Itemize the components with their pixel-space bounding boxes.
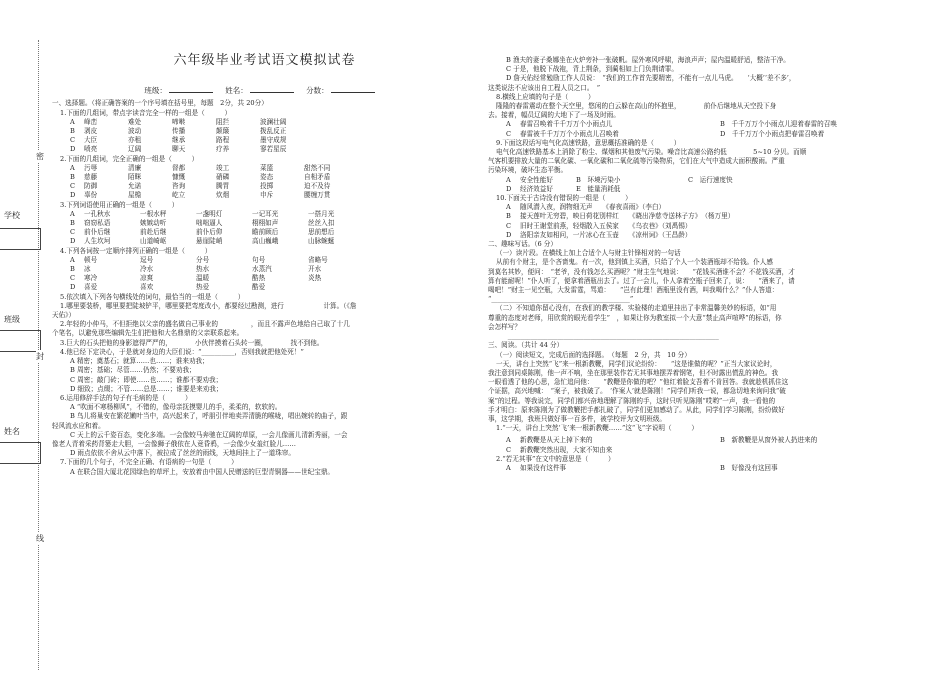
option-text: B 新教鞭是从窗外被人扔进来的 (720, 436, 818, 445)
option-key: B (70, 265, 75, 274)
option-key: D (506, 184, 512, 193)
name-label-top: 姓名： (225, 86, 248, 96)
option-text: 菜篮 (260, 163, 274, 172)
option-text: 瞻前顾后 (252, 228, 279, 237)
option-text: 经济效益好 (520, 184, 553, 193)
option-text: 随风潜入夜，润物细无声 《春夜喜雨》（李白） (520, 203, 666, 212)
text-line: 2.年轻的小仲马，不但拒绝以父亲的盛名做自己事业的 ，而且不露声色地给自己取了十几 (60, 320, 350, 329)
option-key: A (506, 463, 511, 472)
class-label: 班级 (4, 315, 20, 324)
text-line: 2.下面的几组词，完全正确的一组是（ ） (60, 154, 199, 163)
option-text: 峰峦 (84, 117, 98, 126)
option-key: A (70, 117, 75, 126)
option-key: C (506, 221, 512, 230)
option-row (52, 191, 477, 200)
option-text: 督都 (172, 163, 186, 172)
text-line: 电气化高速铁路基本上消除了粉尘、煤烟和其他废气污染。噪音比高速公路约低 5~10 分贝。而顺 (496, 148, 807, 157)
option-text: 如果没有这件事 (520, 463, 567, 472)
option-key: B (506, 212, 511, 221)
option-text (632, 176, 688, 185)
option-text: 喷亮 (84, 145, 98, 154)
option-text: 姿态 (260, 173, 274, 182)
option-text: 腰缠万贯 (304, 191, 331, 200)
text-line: 这类说法不应该出自工程人员之口。 ” (488, 83, 601, 92)
option-key: D (70, 283, 76, 292)
text-line: 一眼看透了他的心思，急忙追问他： “教鞭是你做的吧？”他红着脸支吾着不肯回答。我就趁机抓住这 (488, 378, 789, 387)
text-line: 2.“若无其事”在文中的意思是（ ） (496, 454, 615, 463)
option-row (488, 222, 928, 231)
text-line: C 于是，他脱下战袍，背上荆条，到蔺相如上门负荆请罪。 (506, 65, 678, 74)
option-text: 山道崎岖 (140, 237, 167, 246)
text-line: 从前有个财主，是个吝啬鬼。有一次，他到镇上买酒，只给了个人一个装酒瓶却不给钱。仆人感 (496, 258, 773, 267)
option-text: 前赴后继 (140, 228, 167, 237)
option-text: 继承 (172, 136, 186, 145)
option-key: C (70, 182, 76, 191)
option-key: A (70, 209, 75, 218)
seal-char-feng: 封 (36, 352, 44, 361)
text-line: “__________________________________________” (488, 295, 634, 304)
text-line: 1.“一天，讲台上突然‘飞’来一根新教鞭……”这“飞”字说明（ ） (496, 424, 698, 433)
option-text: 逗号 (140, 255, 154, 264)
option-text: 思前想后 (308, 228, 335, 237)
option-text: 人生坎坷 (84, 237, 111, 246)
option-text: 屋檐 (128, 191, 142, 200)
option-text: 自相矛盾 (304, 173, 331, 182)
option-text: 啼啭 (172, 117, 186, 126)
option-text: 一盏明灯 (196, 209, 223, 218)
option-text: D 千千万万个小雨点把春雷召唤着 (720, 129, 825, 138)
option-text: 大臣 (84, 136, 98, 145)
option-text: E 能量消耗低 (576, 184, 621, 193)
option-text: 墨守成规 (260, 136, 287, 145)
text-line: C 天上的云千姿百态，变化多端。一会像蛟马奔驰在辽阔的草原，一会儿像画儿清新秀丽，一会 (70, 430, 348, 439)
option-row (488, 436, 928, 445)
option-text: 一孔秋水 (84, 209, 111, 218)
text-line: 污染环境，破坏生态平衡。 (488, 166, 568, 175)
option-text: 炊烟 (216, 191, 230, 200)
option-text: 竣工 (216, 163, 230, 172)
option-text: 允诺 (128, 182, 142, 191)
option-text: 洛阳亲友如相问，一片冰心在玉壶 《凉州词》（王昌龄） (520, 230, 692, 239)
text-line: D 雨点依依不舍从云中落下，被拉成了丝丝的雨线，天地间挂上了一道珠帘。 (70, 449, 295, 458)
option-text: 旧时王谢堂前燕，轻烟散入五侯家 《乌衣巷》（刘禹锡） (520, 221, 692, 230)
option-text: 防御 (84, 182, 98, 191)
score-blank[interactable] (331, 85, 375, 93)
text-line: 算有能耐呢！”仆人听了，便拿着酒瓶出去了。过了一会儿，仆人拿着空瓶子回来了，说： “酒来了，请 (488, 276, 795, 285)
option-text: 一根水秤 (140, 209, 167, 218)
option-row (52, 256, 477, 265)
option-text: 清廉 (128, 163, 142, 172)
text-line: 轻风流水应和着。 (52, 421, 105, 430)
option-text: 分号 (196, 255, 210, 264)
text-line: D 詹天佑经常勉励工作人员说： “我们的工作首先要精密，不能有一点儿马虎。 ‘大概’‘差不多’， (506, 74, 796, 83)
text-line: A 精密；奠基石；就算……也……；谁来劝我； (70, 357, 209, 366)
option-row (52, 118, 477, 127)
option-text: 污辱 (84, 163, 98, 172)
text-line: 二、趣味写话。（6 分） (488, 240, 557, 249)
option-text: 开水 (308, 265, 322, 274)
left-column (52, 0, 477, 477)
text-line: B 周密；基础；尽管……仍然；不要劝我； (70, 366, 196, 375)
option-text: 聊天 (172, 145, 186, 154)
option-text: 寥若星辰 (260, 145, 287, 154)
option-text: 山脉蜿蜒 (308, 237, 335, 246)
option-text: 一搭月光 (308, 209, 335, 218)
option-key: B (70, 173, 75, 182)
option-text: 春雷召唤着千千万万个小雨点儿 (520, 120, 613, 129)
exam-title: 六年级毕业考试语文模拟试卷 (173, 53, 356, 68)
option-row (488, 176, 928, 185)
option-text: 剥皮 (84, 127, 98, 136)
option-row (52, 127, 477, 136)
option-text: 屹立 (172, 191, 186, 200)
option-row (52, 164, 477, 173)
option-row (52, 283, 477, 292)
option-text: 辽阔 (128, 145, 142, 154)
option-key: B (70, 127, 75, 136)
option-text: 迫不及待 (304, 182, 331, 191)
text-line: 天佑》） (52, 311, 76, 320)
option-key: A (70, 255, 75, 264)
school-field[interactable] (0, 228, 41, 250)
option-text: 悬崖陡峭 (196, 237, 223, 246)
text-line: 喝吧！”财主一见空瓶，大发雷霆，骂道： “岂有此理！酒瓶里没有酒，叫我喝什么？”仆人答道： (488, 286, 779, 295)
option-text: 新教鞭突然出现，大家不知由来 (520, 445, 613, 454)
student-info-line (52, 85, 477, 95)
right-column (488, 0, 928, 473)
text-line: A 在联合国大厦北花园绿色的草坪上，安放着由中国人民赠送的巨型青铜器——世纪宝鼎。 (70, 467, 335, 476)
option-text: 炎热 (308, 274, 322, 283)
option-text: 咨询 (172, 182, 186, 191)
text-line: 我注意到同桌陈刚，他一声不响，坐在那里装作若无其事地摆弄着钢笔，但不时露出慌乱的神色。我 (488, 368, 779, 377)
option-key: D (70, 237, 76, 246)
option-text: 慈藤 (84, 173, 98, 182)
text-line: 4.他已经下定决心，于是就对身边的大臣们说：“__________，否则我就把他处死！” (60, 347, 304, 356)
option-text: 甜然不同 (304, 163, 331, 172)
left-question-body (52, 99, 477, 476)
text-line: 10.下面关于古诗没有错误的一组是（ ） (496, 194, 632, 203)
text-line: 像老人青着采药背篓走大胆，一会像狮子俄依在人竟昏鸦，一会像少女羞红脸儿…… (52, 439, 296, 448)
option-text: 热爱 (196, 283, 210, 292)
option-text: 颠簸 (216, 127, 230, 136)
option-text: B 千千万万个小雨点儿迎着春雷的召唤 (720, 120, 837, 129)
option-text: 亦租 (128, 136, 142, 145)
text-line: 个笔名，以避免那些编辑先生们把他和大名鼎鼎的父亲联系起来。 (52, 329, 244, 338)
option-row (52, 219, 477, 228)
text-line: 尊重的态度对老师，用欣赏的眼光看学生” ，如果让你为教室拟一个大意“禁止高声喧哗”的标语，你 (488, 313, 782, 322)
option-text: C 运行速度快 (688, 175, 733, 184)
option-key: A (506, 120, 511, 129)
option-text: 寒冷 (84, 274, 98, 283)
option-text: 喜爱 (84, 283, 98, 292)
option-row (488, 120, 928, 129)
option-key: C (506, 129, 512, 138)
option-text: 腾胃 (216, 182, 230, 191)
option-text: 顿号 (84, 255, 98, 264)
text-line: 9.下面这段话写电气化高速铁路，意思概括准确的是（ ） (496, 138, 681, 147)
text-line: 6.运用修辞手法的句子有毛病的是（ ） (60, 393, 192, 402)
text-line: B 鸟儿将巢安在繁花嫩叶当中，高兴起来了，呼朋引伴地卖弄清脆的喉咙，唱出婉转的曲子，跟 (70, 412, 348, 421)
text-line: 事，这学期，我班只做好事一百多件，被学校评为文明班级。 (488, 414, 667, 423)
option-text: B 环境污染小 (576, 175, 621, 184)
text-line: B 渔夫的妻子桑娜坐在火炉旁补一张破帆。屋外寒风呼啸，海浪声声；屋内温暖舒适，整洁干净。 (506, 56, 790, 64)
text-line: 一天，讲台上突然“飞”来一根新教鞭，同学们议论纷纷： “这是谁做的呢？”正当大家议论时， (496, 359, 777, 368)
option-text: 咄咄逼人 (196, 219, 223, 228)
option-text: 接天莲叶无穷碧，映日荷花别样红 《晓出净慈寺送林子方》 （杨万里） (520, 212, 735, 221)
option-row (488, 212, 928, 221)
option-text: 阻拦 (216, 117, 230, 126)
option-row (52, 265, 477, 274)
option-text: 热水 (196, 265, 210, 274)
option-text: 高山巍峨 (252, 237, 279, 246)
text-line: 三、阅读。（共计 44 分） (488, 341, 564, 350)
option-text: 酷热 (252, 274, 266, 283)
option-text: 慷慨 (172, 173, 186, 182)
option-text: 难处 (128, 117, 142, 126)
text-line: （一）读片段。在横线上加上合适个人与财主针锋相对的一句话 (496, 249, 681, 258)
option-text: 陌眯 (128, 173, 142, 182)
text-line: 1.哪里要装桥，哪里要把陡坡铲平，哪里要把弯度改小，都要经过勘测，进行 计算。（《詹 (60, 301, 357, 310)
option-text: 波动 (128, 127, 142, 136)
text-line: 会怎样写？ (488, 322, 521, 331)
option-text: 前仆后仰 (196, 228, 223, 237)
text-line: A “吹面不寒杨柳风”，不错的，像母亲抚摸婴儿的手，柔柔的，软软的。 (70, 403, 282, 412)
option-row (52, 237, 477, 246)
text-line: 案”的过程。等我说完，同学们都兴奋地理解了陈刚的手，这时只听见陈刚“哎哟”一声，我一看他的 (488, 396, 776, 405)
right-question-body (488, 56, 928, 473)
text-line: D 细致；点缀；不管……总是……；谁要是来劝我； (70, 384, 223, 393)
text-line: 3.巨大的石头把他的身影遮得严严的， 小伙伴摸着石头转一圈， 找不到他。 (60, 338, 324, 347)
text-line: 5.依次填入下列各句横线处的词句，最恰当的一组是（ ） (60, 292, 245, 301)
seal-char-mi: 密 (36, 152, 44, 161)
option-key: D (70, 145, 76, 154)
option-text: B 好像没有这回事 (720, 463, 778, 472)
text-line: 一、选择题。（将正确答案的一个序号填在括号里，每题 2分，共 20分） (52, 99, 268, 108)
option-text: 安全性能好 (520, 175, 553, 184)
text-line: 4.下列各词按一定顺序排列正确的一组是（ ） (60, 246, 212, 255)
option-text: 凉爽 (140, 274, 154, 283)
option-text: 水蒸汽 (252, 265, 272, 274)
option-text: 春雷被千千万万个小雨点儿召唤着 (520, 129, 619, 138)
name-label: 姓名 (4, 427, 20, 436)
option-text: 冷水 (140, 265, 154, 274)
option-text: 前仆后继 (84, 228, 111, 237)
class-label-top: 班级： (144, 86, 167, 96)
option-text: 路程 (216, 136, 230, 145)
text-line: 去。接着，幅员辽阔的大地下了一场及时雨。 (488, 111, 620, 120)
school-label: 学校 (4, 211, 20, 220)
text-line: ________________________________________________________________ (488, 332, 719, 341)
text-line: 隆隆的春雷震动在整个天空里，悠闲的白云躲在高山的怀抱里， 前仆后继地从天空投下身 (496, 102, 777, 111)
option-text: 辜份 (84, 191, 98, 200)
text-line: （一）阅读短文，完成后面的选择题。 （每题 2 分，共 10 分） (496, 350, 691, 359)
option-text: 嫉嫉动听 (140, 219, 167, 228)
option-key: D (506, 230, 512, 239)
binding-strip (0, 0, 52, 683)
option-text: 窃窃私语 (84, 219, 111, 228)
option-row (488, 130, 928, 139)
text-line: 手才明白：原来陈刚为了做教鞭把手都扎破了，同学们更加感动了。从此，同学们学习陈刚，纷纷做好 (488, 405, 785, 414)
option-row (52, 210, 477, 219)
option-text: 句号 (252, 255, 266, 264)
text-line: 个证据，高兴地喊： “案子，被我破了。 ‘作案人’就是陈刚！”同学们听我一说，都急切地来询问我“破 (488, 387, 786, 396)
class-blank[interactable] (169, 85, 213, 93)
option-text: 栩栩如声 (252, 219, 279, 228)
option-key: C (70, 274, 76, 283)
score-label-top: 分数： (306, 86, 329, 96)
option-text: 丝丝入扣 (308, 219, 335, 228)
option-text: 波澜壮阔 (260, 117, 287, 126)
option-text: 省略号 (308, 255, 328, 264)
option-text: 喜欢 (140, 283, 154, 292)
option-text: 酷爱 (252, 283, 266, 292)
name-field[interactable] (0, 442, 41, 464)
option-key: A (506, 203, 511, 212)
option-row (488, 446, 928, 455)
option-text: 传播 (172, 127, 186, 136)
text-line: 到莫名其妙，便问： “老爷，没有钱怎么买酒呢？”财主生气地说： “花钱买酒谁不会？不花钱买酒，才 (488, 267, 795, 276)
option-key: A (70, 163, 75, 172)
option-text: 温暖 (196, 274, 210, 283)
option-row (488, 231, 928, 240)
option-key: C (70, 228, 76, 237)
option-text: 疗养 (216, 145, 230, 154)
option-key: C (70, 136, 76, 145)
text-line: （二）不知道你留心没有，在我们的教学楼、实验楼的走道里挂出了非常温馨美妙的标语，如“用 (496, 304, 777, 313)
option-text: 硝磷 (216, 173, 230, 182)
option-key: D (70, 191, 76, 200)
option-text: 新教鞭是从天上掉下来的 (520, 436, 593, 445)
option-text: 申斥 (260, 191, 274, 200)
seal-char-xian: 线 (36, 534, 44, 543)
option-text: 拨乱反正 (260, 127, 287, 136)
text-line: 8.横线上应填的句子是（ ） (496, 92, 595, 101)
option-text: 冰 (84, 265, 91, 274)
option-key: C (506, 445, 512, 454)
option-text: 一记耳光 (252, 209, 279, 218)
text-line: 1.下面的几组词，带点字读音完全一样的一组是（ ） (60, 108, 232, 117)
text-line: C 周密；敲门砖；即使……也……；谁都不要劝我； (70, 375, 223, 384)
option-row (488, 185, 928, 194)
text-line: 7.下面的几个句子，不完全正确、有语病的一句是（ ） (60, 458, 238, 467)
option-row (52, 173, 477, 182)
name-blank[interactable] (250, 85, 294, 93)
option-key: A (506, 436, 511, 445)
option-row (52, 145, 477, 154)
option-text: 投掷 (260, 182, 274, 191)
option-key: B (70, 219, 75, 228)
option-key: A (506, 175, 511, 184)
text-line: 气客机要排放大量的二氧化碳、一氧化碳和二氧化硫等污染物质，它们在大气中造成大面积酸雨。严重 (488, 157, 785, 166)
text-line: 3.下列词语使用正确的一组是（ ） (60, 200, 179, 209)
option-row (488, 464, 928, 473)
class-field[interactable] (0, 330, 41, 352)
